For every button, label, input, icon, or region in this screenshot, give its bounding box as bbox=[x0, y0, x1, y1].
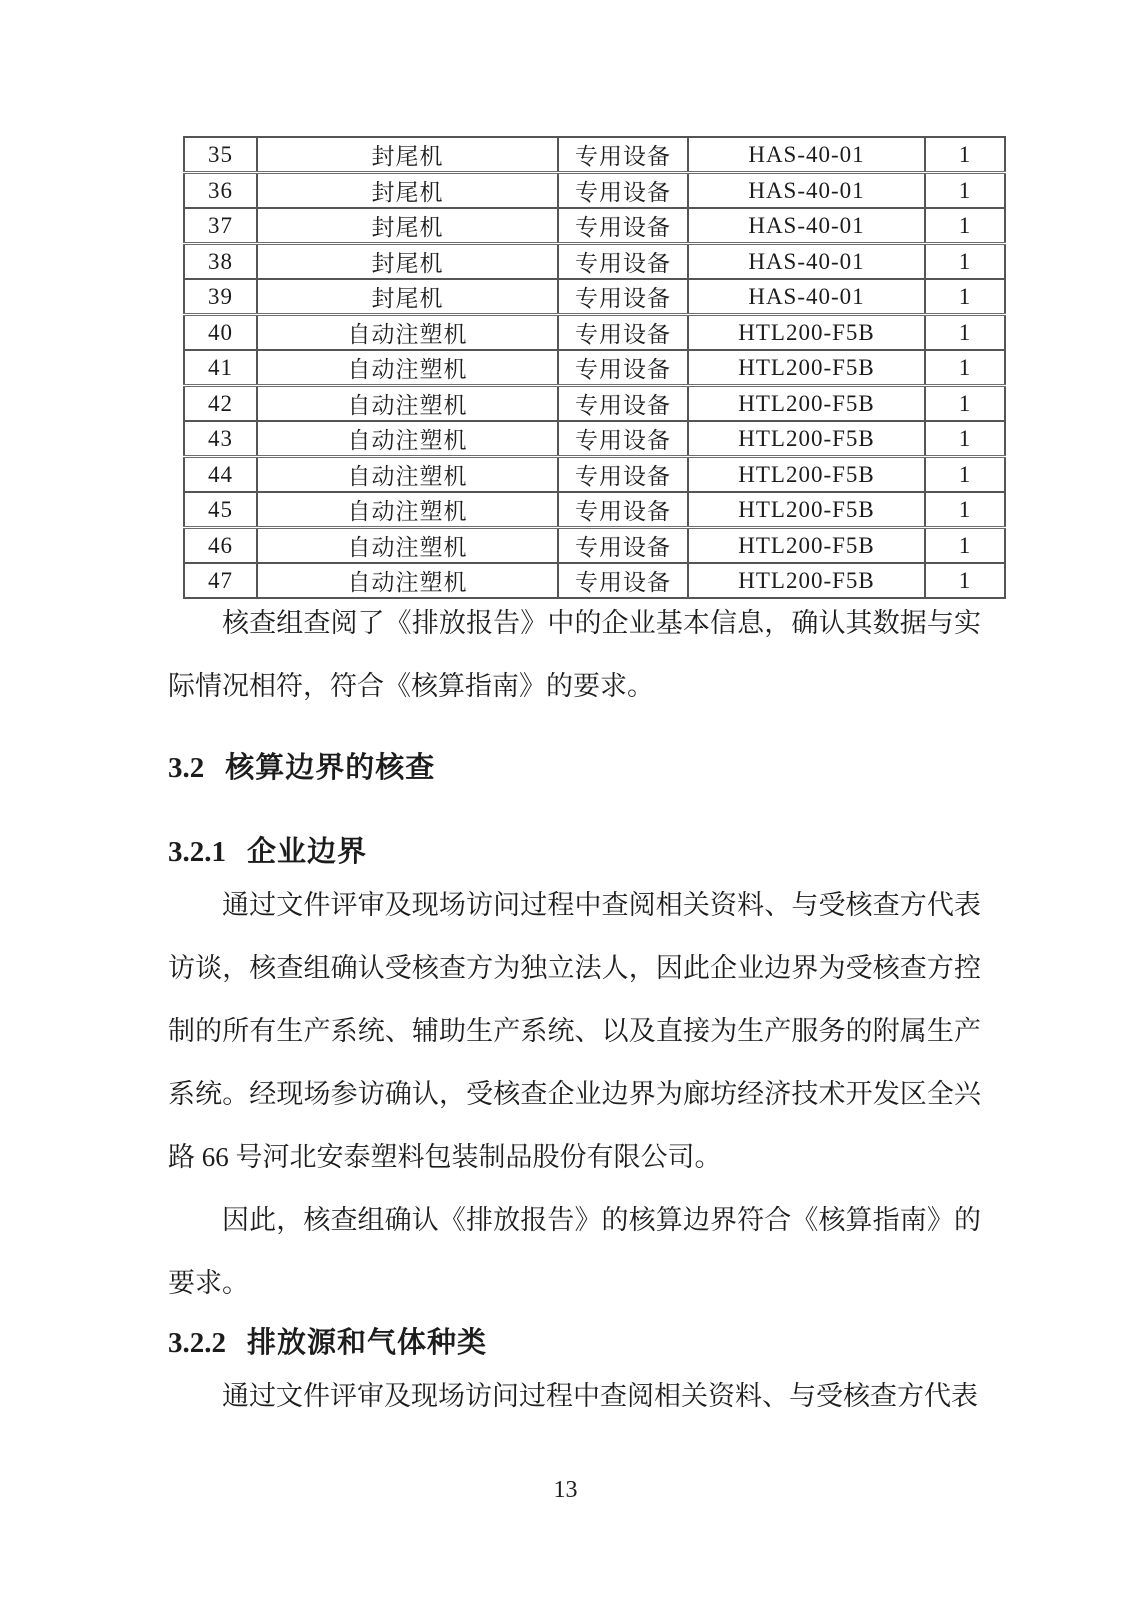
table-cell: 40 bbox=[184, 315, 257, 351]
table-cell: 专用设备 bbox=[558, 244, 688, 280]
table-row bbox=[184, 244, 1005, 280]
table-cell: 1 bbox=[925, 492, 1005, 528]
table-row bbox=[184, 315, 1005, 351]
table-cell: 1 bbox=[925, 137, 1005, 173]
table-cell: HTL200-F5B bbox=[688, 350, 925, 386]
table-cell: 封尾机 bbox=[257, 244, 558, 280]
table-cell: 专用设备 bbox=[558, 350, 688, 386]
table-cell: 专用设备 bbox=[558, 173, 688, 209]
table-cell: 1 bbox=[925, 173, 1005, 209]
table-cell: 1 bbox=[925, 563, 1005, 598]
table-cell: 专用设备 bbox=[558, 279, 688, 315]
table-cell: 自动注塑机 bbox=[257, 528, 558, 564]
table-row bbox=[184, 421, 1005, 457]
table-row bbox=[184, 137, 1005, 173]
section-heading-3-2-1 bbox=[168, 830, 981, 874]
table-cell: HTL200-F5B bbox=[688, 528, 925, 564]
table-cell: HAS-40-01 bbox=[688, 279, 925, 315]
section-number: 3.2.2 bbox=[168, 1327, 226, 1359]
table-cell: 45 bbox=[184, 492, 257, 528]
table-cell: 1 bbox=[925, 208, 1005, 244]
table-cell: 自动注塑机 bbox=[257, 421, 558, 457]
table-cell: 37 bbox=[184, 208, 257, 244]
table-cell: 1 bbox=[925, 386, 1005, 422]
table-cell: 自动注塑机 bbox=[257, 563, 558, 598]
table-cell: HAS-40-01 bbox=[688, 208, 925, 244]
table-cell: 1 bbox=[925, 244, 1005, 280]
table-cell: 1 bbox=[925, 350, 1005, 386]
table-row bbox=[184, 457, 1005, 493]
section-title: 核算边界的核查 bbox=[225, 752, 436, 784]
paragraph-enterprise-boundary: 通过文件评审及现场访问过程中查阅相关资料、与受核查方代表访谈，核查组确认受核查方为独立法人，因此企业边界为受核查方控制的所有生产系统、辅助生产系统、以及直接为生产服务的附属生产系统。经现场参访确认，受核查企业边界为廊坊经济技术开发区全兴路 66 号河北安泰塑料包装制品股份有限公司。 bbox=[168, 890, 981, 1172]
table-cell: 专用设备 bbox=[558, 492, 688, 528]
equipment-table bbox=[183, 136, 1006, 599]
table-cell: 自动注塑机 bbox=[257, 315, 558, 351]
table-cell: 专用设备 bbox=[558, 208, 688, 244]
table-cell: HTL200-F5B bbox=[688, 386, 925, 422]
table-cell: HAS-40-01 bbox=[688, 244, 925, 280]
table-cell: HTL200-F5B bbox=[688, 421, 925, 457]
table-cell: 41 bbox=[184, 350, 257, 386]
table-cell: 35 bbox=[184, 137, 257, 173]
section-heading-3-2 bbox=[168, 746, 981, 790]
table-cell: 专用设备 bbox=[558, 421, 688, 457]
table-cell: HTL200-F5B bbox=[688, 315, 925, 351]
section-title: 排放源和气体种类 bbox=[247, 1327, 488, 1359]
table-row bbox=[184, 173, 1005, 209]
paragraph-emission-sources: 通过文件评审及现场访问过程中查阅相关资料、与受核查方代表 bbox=[222, 1381, 978, 1411]
paragraph-confirm-info: 核查组查阅了《排放报告》中的企业基本信息，确认其数据与实际情况相符，符合《核算指南》的要求。 bbox=[168, 608, 981, 701]
table-cell: 封尾机 bbox=[257, 137, 558, 173]
section-number: 3.2 bbox=[168, 752, 205, 784]
equipment-table-body bbox=[184, 137, 1005, 598]
table-cell: HTL200-F5B bbox=[688, 492, 925, 528]
table-cell: 自动注塑机 bbox=[257, 386, 558, 422]
table-cell: 46 bbox=[184, 528, 257, 564]
table-cell: 36 bbox=[184, 173, 257, 209]
table-cell: 43 bbox=[184, 421, 257, 457]
table-row bbox=[184, 208, 1005, 244]
document-body bbox=[168, 592, 981, 1428]
table-cell: 44 bbox=[184, 457, 257, 493]
table-cell: 专用设备 bbox=[558, 315, 688, 351]
table-cell: 自动注塑机 bbox=[257, 350, 558, 386]
page-number: 13 bbox=[553, 1477, 578, 1503]
section-title: 企业边界 bbox=[247, 836, 368, 868]
table-cell: HAS-40-01 bbox=[688, 173, 925, 209]
section-number: 3.2.1 bbox=[168, 836, 226, 868]
section-heading-3-2-2 bbox=[168, 1321, 981, 1365]
table-row bbox=[184, 386, 1005, 422]
table-cell: 47 bbox=[184, 563, 257, 598]
table-cell: 1 bbox=[925, 279, 1005, 315]
table-cell: 专用设备 bbox=[558, 528, 688, 564]
table-cell: 38 bbox=[184, 244, 257, 280]
table-cell: 封尾机 bbox=[257, 279, 558, 315]
table-cell: HTL200-F5B bbox=[688, 563, 925, 598]
table-row bbox=[184, 528, 1005, 564]
table-cell: 封尾机 bbox=[257, 173, 558, 209]
table-cell: 1 bbox=[925, 421, 1005, 457]
table-row bbox=[184, 350, 1005, 386]
table-cell: HTL200-F5B bbox=[688, 457, 925, 493]
table-cell: 42 bbox=[184, 386, 257, 422]
table-cell: 自动注塑机 bbox=[257, 492, 558, 528]
paragraph-boundary-conclusion: 因此，核查组确认《排放报告》的核算边界符合《核算指南》的要求。 bbox=[168, 1205, 981, 1298]
table-cell: 专用设备 bbox=[558, 563, 688, 598]
table-cell: 专用设备 bbox=[558, 386, 688, 422]
table-row bbox=[184, 279, 1005, 315]
table-cell: 39 bbox=[184, 279, 257, 315]
table-cell: 自动注塑机 bbox=[257, 457, 558, 493]
table-cell: 专用设备 bbox=[558, 457, 688, 493]
table-cell: HAS-40-01 bbox=[688, 137, 925, 173]
table-cell: 专用设备 bbox=[558, 137, 688, 173]
table-cell: 1 bbox=[925, 457, 1005, 493]
table-cell: 封尾机 bbox=[257, 208, 558, 244]
table-cell: 1 bbox=[925, 528, 1005, 564]
table-cell: 1 bbox=[925, 315, 1005, 351]
table-row bbox=[184, 492, 1005, 528]
